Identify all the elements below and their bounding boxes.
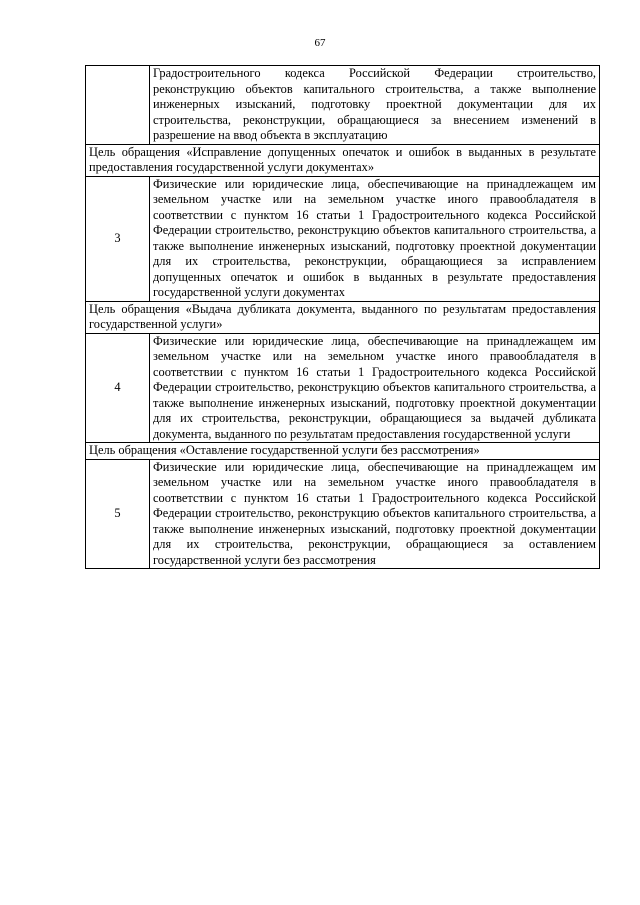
applicant-categories-table	[85, 65, 600, 569]
goal-row	[86, 144, 600, 176]
applicant-description-cell: Градостроительного кодекса Российской Федерации строительство, реконструкцию объектов капитального строительства, а также выполнение инженерных изысканий, подготовку проектной документации для их строительства, реконструкции, обращающиеся за внесением изменений в разрешение на ввод объекта в эксплуатацию	[150, 66, 600, 145]
goal-row	[86, 443, 600, 460]
table-row	[86, 176, 600, 301]
row-number-cell	[86, 66, 150, 145]
goal-heading-cell: Цель обращения «Выдача дубликата документа, выданного по результатам предоставления государственной услуги»	[86, 301, 600, 333]
applicant-description-cell: Физические или юридические лица, обеспечивающие на принадлежащем им земельном участке или на земельном участке иного правообладателя в соответствии с пунктом 16 статьи 1 Градостроительного кодекса Российской Федерации строительство, реконструкцию объектов капитального строительства, а также выполнение инженерных изысканий, подготовку проектной документации для их строительства, реконструкции, обращающиеся за оставлением государственной услуги без рассмотрения	[150, 459, 600, 569]
goal-heading-cell: Цель обращения «Исправление допущенных опечаток и ошибок в выданных в результате предоставления государственной услуги документах»	[86, 144, 600, 176]
row-number-cell: 4	[86, 333, 150, 443]
applicant-description-cell: Физические или юридические лица, обеспечивающие на принадлежащем им земельном участке или на земельном участке иного правообладателя в соответствии с пунктом 16 статьи 1 Градостроительного кодекса Российской Федерации строительство, реконструкцию объектов капитального строительства, а также выполнение инженерных изысканий, подготовку проектной документации для их строительства, реконструкции, обращающиеся за выдачей дубликата документа, выданного по результатам предоставления государственной услуги	[150, 333, 600, 443]
table-row	[86, 66, 600, 145]
goal-row	[86, 301, 600, 333]
page-number: 67	[314, 37, 326, 49]
table-row	[86, 333, 600, 443]
applicant-description-cell: Физические или юридические лица, обеспечивающие на принадлежащем им земельном участке или на земельном участке иного правообладателя в соответствии с пунктом 16 статьи 1 Градостроительного кодекса Российской Федерации строительство, реконструкцию объектов капитального строительства, а также выполнение инженерных изысканий, подготовку проектной документации для их строительства, реконструкции, обращающиеся за исправлением допущенных опечаток и ошибок в выданных в результате предоставления государственной услуги документах	[150, 176, 600, 301]
row-number-cell: 5	[86, 459, 150, 569]
row-number-cell: 3	[86, 176, 150, 301]
table-row	[86, 459, 600, 569]
goal-heading-cell: Цель обращения «Оставление государственной услуги без рассмотрения»	[86, 443, 600, 460]
